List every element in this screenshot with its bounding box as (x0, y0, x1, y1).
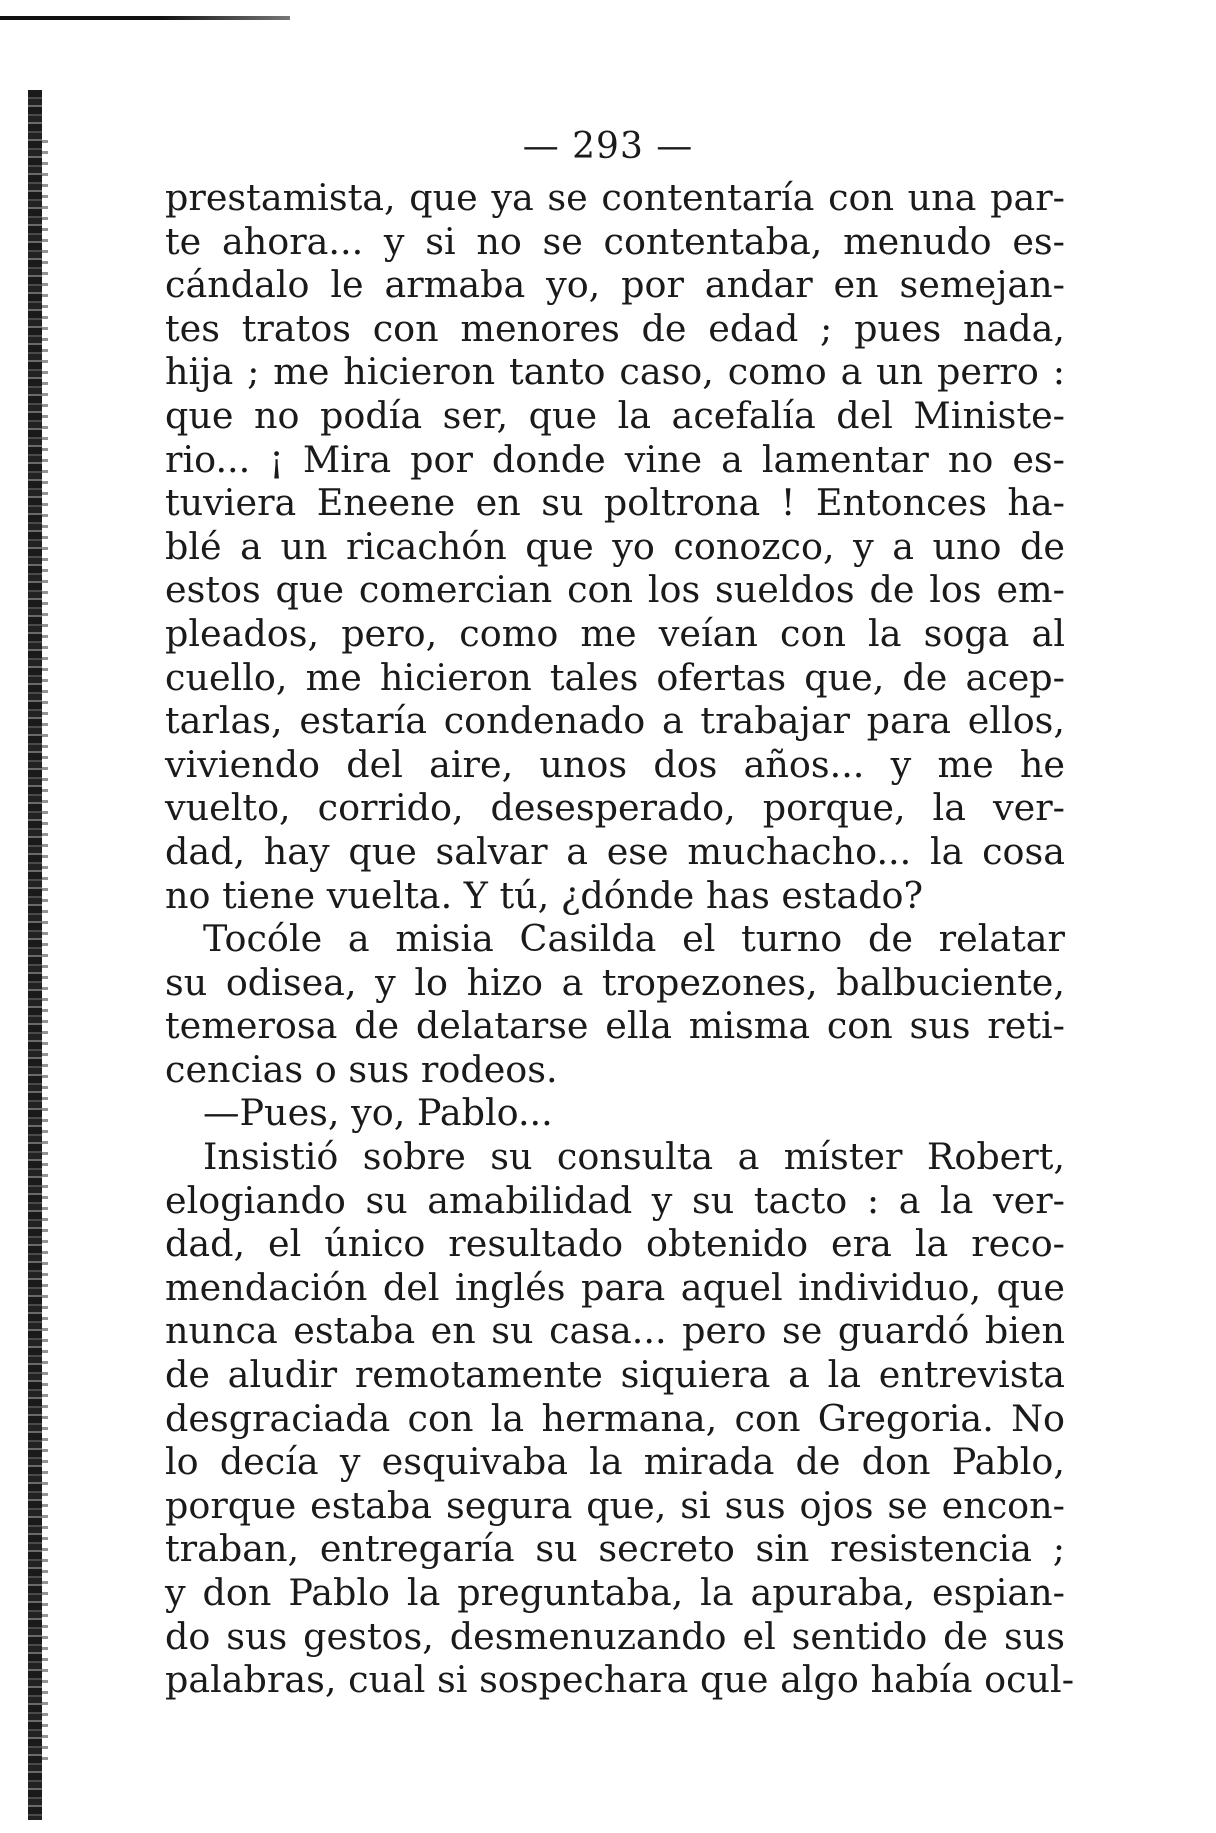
paragraph-end-line: cencias o sus rodeos. (165, 1047, 558, 1091)
text-line: palabras, cual si sospechara que algo había ocul- (165, 1658, 1075, 1702)
text-line: su odisea, y lo hizo a tropezones, balbuciente, (165, 960, 1065, 1004)
text-line: temerosa de delatarse ella misma con sus reti- (165, 1004, 1065, 1048)
text-line: y don Pablo la preguntaba, la apuraba, espian- (165, 1571, 1065, 1614)
text-line: cándalo le armaba yo, por andar en semejan- (165, 263, 1065, 307)
paragraph-start-line: Insistió sobre su consulta a míster Robert, (203, 1135, 1065, 1179)
text-line: cuello, me hicieron tales ofertas que, de acep- (165, 655, 1065, 699)
text-line: vuelto, corrido, desesperado, porque, la ver- (165, 786, 1065, 830)
text-line: te ahora... y si no se contentaba, menudo es- (165, 219, 1065, 263)
top-rule (0, 16, 290, 20)
text-line: nunca estaba en su casa... pero se guardó bien (165, 1309, 1065, 1353)
book-spine-edge (28, 90, 42, 1820)
text-line: tarlas, estaría condenado a trabajar para ellos, (165, 699, 1065, 743)
text-line: dad, hay que salvar a ese muchacho... la cosa (165, 829, 1065, 873)
text-line: traban, entregaría su secreto sin resistencia ; (165, 1527, 1065, 1571)
text-line: prestamista, que ya se contentaría con una par- (165, 176, 1065, 219)
text-line: desgraciada con la hermana, con Gregoria. No (165, 1396, 1065, 1440)
text-line: dad, el único resultado obtenido era la reco- (165, 1222, 1065, 1266)
text-line: pleados, pero, como me veían con la soga al (165, 611, 1065, 655)
text-line: tuviera Eneene en su poltrona ! Entonces ha- (165, 481, 1065, 525)
text-line: de aludir remotamente siquiera a la entrevista (165, 1353, 1065, 1397)
text-line: viviendo del aire, unos dos años... y me he (165, 742, 1065, 786)
body-text (165, 176, 1075, 1702)
paragraph-end-line: no tiene vuelta. Y tú, ¿dónde has estado? (165, 873, 924, 917)
text-line: porque estaba segura que, si sus ojos se encon- (165, 1483, 1065, 1527)
text-line: estos que comercian con los sueldos de los em- (165, 568, 1065, 612)
dialogue-line: —Pues, yo, Pablo... (203, 1091, 553, 1135)
text-line: elogiando su amabilidad y su tacto : a la ver- (165, 1178, 1065, 1222)
text-line: que no podía ser, que la acefalía del Ministe- (165, 393, 1065, 437)
book-spine-shadow (42, 140, 48, 1760)
text-line: hija ; me hicieron tanto caso, como a un perro : (165, 350, 1065, 394)
paragraph-start-line: Tocóle a misia Casilda el turno de relatar (203, 917, 1065, 961)
text-line: rio... ¡ Mira por donde vine a lamentar no es- (165, 437, 1065, 481)
text-line: do sus gestos, desmenuzando el sentido de sus (165, 1614, 1065, 1658)
page-number: — 293 — (522, 126, 694, 167)
text-line: tes tratos con menores de edad ; pues nada, (165, 306, 1065, 350)
text-line: mendación del inglés para aquel individuo, que (165, 1265, 1065, 1309)
text-line: blé a un ricachón que yo conozco, y a uno de (165, 524, 1065, 568)
text-line: lo decía y esquivaba la mirada de don Pablo, (165, 1440, 1065, 1484)
